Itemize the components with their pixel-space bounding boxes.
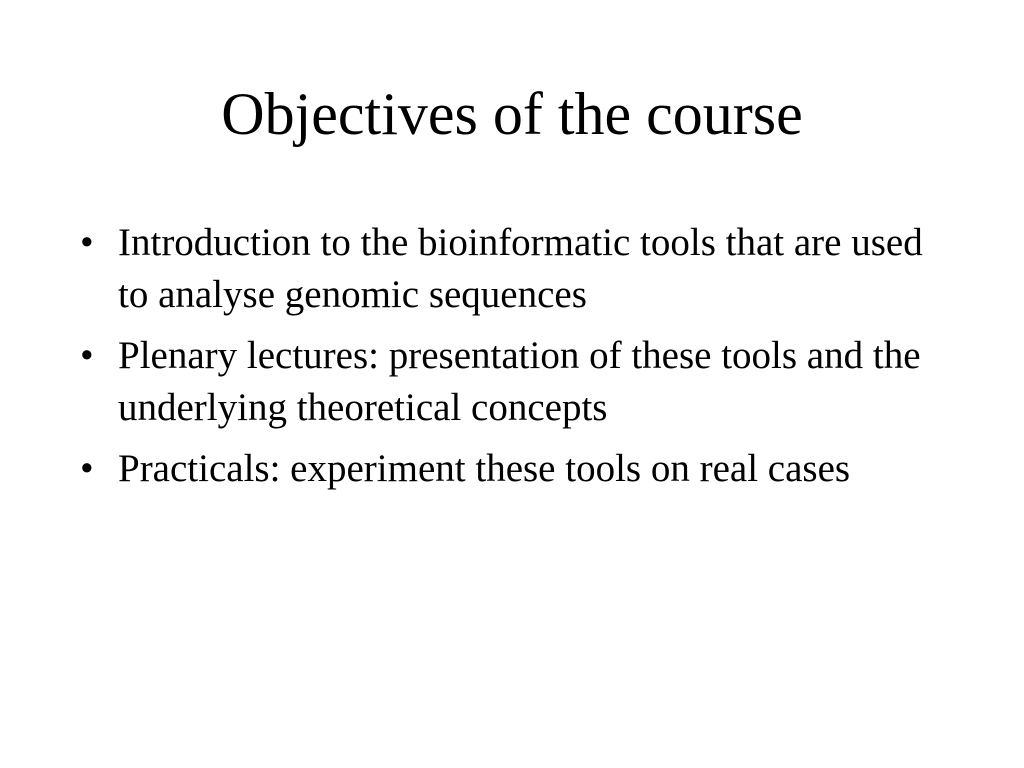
bullet-text: Practicals: experiment these tools on real cases — [118, 447, 851, 490]
bullet-item-introduction — [80, 217, 960, 321]
bullet-icon: • — [80, 334, 94, 377]
bullet-icon: • — [80, 447, 94, 490]
bullet-item-plenary-lectures — [80, 330, 960, 434]
bullet-list — [80, 217, 960, 504]
bullet-icon: • — [80, 221, 94, 264]
slide-title: Objectives of the course — [221, 81, 803, 147]
bullet-text: Plenary lectures: presentation of these tools and the underlying theoretical concepts — [118, 334, 921, 429]
bullet-item-practicals — [80, 443, 960, 495]
bullet-text: Introduction to the bioinformatic tools that are used to analyse genomic sequences — [118, 221, 923, 316]
